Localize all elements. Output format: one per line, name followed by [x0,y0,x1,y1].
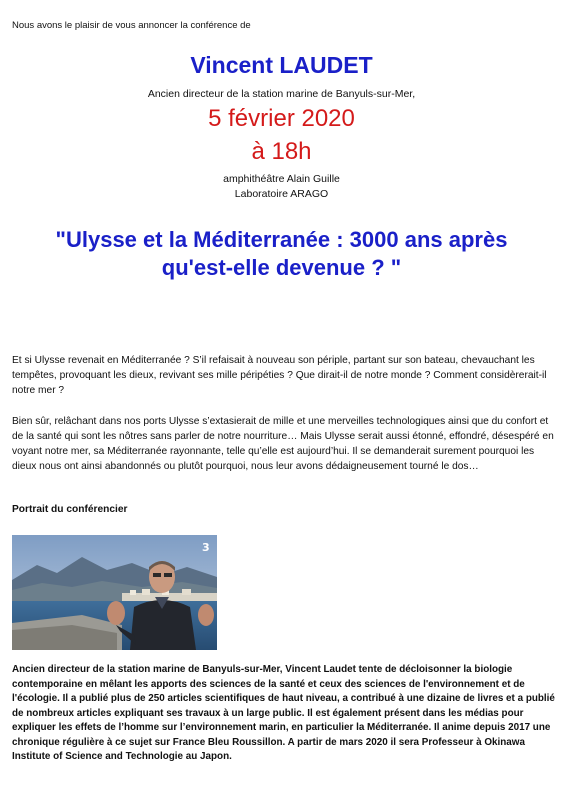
paragraph-1: Et si Ulysse revenait en Méditerranée ? S’il refaisait à nouveau son périple, partant sur son bateau, chevauchant les tempêtes, provoquant les dieux, revivant ses mille péripéties ? Que dirait-il de notre monde ? Comment considèrerait-il notre mer ? [12,355,547,396]
speaker-name: Vincent LAUDET [190,52,373,78]
speaker-photo-illustration [12,535,217,650]
speaker-bio: Ancien directeur de la station marine de Banyuls-sur-Mer, Vincent Laudet tente de décloisonner la biologie contemporaine en mêlant les apports des sciences de la santé et ceux des sciences de l'environnement et de l'écologie. Il a publié plus de 250 articles scientifiques de haut niveau, a contribué à une dizaine de livres et a publié de nombreux articles expliquant ses travaux à un large public. Il est également présent dans les médias pour expliquer les effets de l’homme sur l’environnement marin, en particulier la Méditerranée. Il anime depuis 2017 une chronique régulière à ce sujet sur France Bleu Roussillon. A partir de mars 2020 il sera Professeur à Okinawa Institute of Science and Technologie au Japon. [12,664,555,762]
venue-line-1: amphithéâtre Alain Guille [223,173,340,185]
intro-text: Nous avons le plaisir de vous annoncer la conférence de [12,20,251,31]
event-time: à 18h [251,138,312,165]
section-heading: Portrait du conférencier [12,504,128,515]
channel-logo: 3 [202,541,210,554]
paragraph-2: Bien sûr, relâchant dans nos ports Ulysse s’extasierait de mille et une merveilles technologiques ainsi que du confort et de la santé qui sont les nôtres sans parler de notre nourriture… Mais Ulysse serait aussi étonné, effondré, désespéré en voyant notre mer, sa Méditerranée rayonnante, telle qu’elle est aujourd’hui. Il se demanderait surement pourquoi les dieux nous ont ainsi abandonnés ou plutôt pourquoi, nous leur avons dédaigneusement tourné le dos… [12,416,554,472]
title-line-2: qu'est-elle devenue ? " [161,255,402,280]
speaker-role: Ancien directeur de la station marine de Banyuls-sur-Mer, [147,88,416,100]
conference-title [0,226,563,282]
speaker-photo [12,535,217,650]
title-line-1: "Ulysse et la Méditerranée : 3000 ans après [55,227,508,252]
event-date: 5 février 2020 [208,105,355,132]
venue-line-2: Laboratoire ARAGO [234,188,329,200]
venue [0,172,563,202]
